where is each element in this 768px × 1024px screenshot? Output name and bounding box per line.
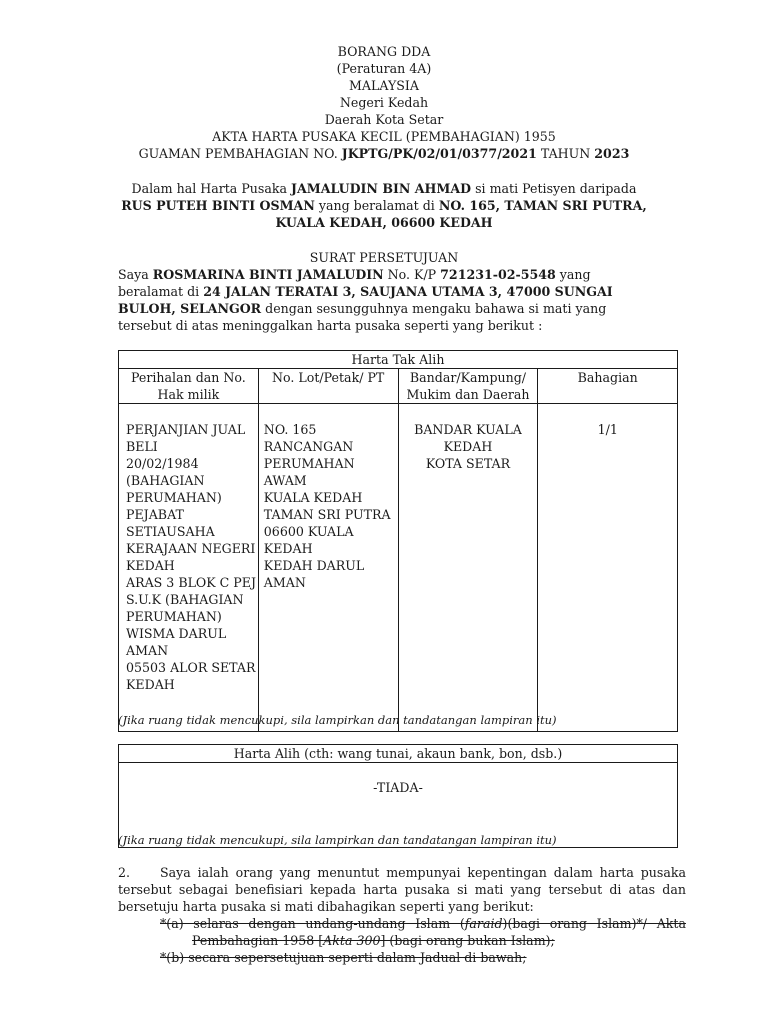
consent-title: SURAT PERSETUJUAN [309,250,459,265]
attachment-note-1: (Jika ruang tidak mencukupi, sila lampirkan dan tandatangan lampiran itu) [118,713,557,727]
country: MALAYSIA [349,78,419,93]
case-number: JKPTG/PK/02/01/0377/2021 [341,146,537,161]
consent-paragraph: Saya ROSMARINA BINTI JAMALUDIN No. K/P 721231-02-5548 yang beralamat di 24 JALAN TERATAI 3, SAUJANA UTAMA 3, 47000 SUNGAI BULOH, SELANGOR dengan sesungguhnya mengaku bahawa si mati yang tersebut di atas meninggalkan harta pusaka seperti yang berikut : [118,267,613,333]
col-header-location: Bandar/Kampung/ Mukim dan Daerah [398,369,538,404]
attachment-note-2: (Jika ruang tidak mencukupi, sila lampirkan dan tandatangan lampiran itu) [118,833,557,847]
form-header [0,43,768,162]
deceased-name: JAMALUDIN BIN AHMAD [291,181,472,196]
declarant-name: ROSMARINA BINTI JAMALUDIN [152,267,384,282]
petitioner-name: RUS PUTEH BINTI OSMAN [121,198,315,213]
form-title: BORANG DDA [337,44,431,59]
option-b: *(b) secara sepersetujuan seperti dalam Jadual di bawah; [160,950,527,965]
section-2 [118,864,686,915]
petitioner-address: NO. 165, TAMAN SRI PUTRA, KUALA KEDAH, 06600 KEDAH [275,198,647,230]
regulation-ref: (Peraturan 4A) [336,61,432,76]
declarant-address: 24 JALAN TERATAI 3, SAUJANA UTAMA 3, 47000 SUNGAI BULOH, SELANGOR [118,284,613,316]
section-2-text: Saya ialah orang yang menuntut mempunyai kepentingan dalam harta pusaka tersebut sebagai benefisiari kepada harta pusaka si mati yang tersebut di atas dan bersetuju harta pusaka si mati dibahagikan seperti yang berikut: [118,865,686,914]
section-number: 2. [118,865,131,880]
act-title: AKTA HARTA PUSAKA KECIL (PEMBAHAGIAN) 1955 [212,129,556,144]
cell-location: BANDAR KUALA KEDAH KOTA SETAR [398,404,538,732]
state: Negeri Kedah [339,95,429,110]
col-header-lot: No. Lot/Petak/ PT [258,369,398,404]
movable-table-title: Harta Alih (cth: wang tunai, akaun bank, bon, dsb.) [119,745,678,763]
movable-value: -TIADA- [119,763,678,848]
case-line: GUAMAN PEMBAHAGIAN NO. JKPTG/PK/02/01/0377/2021 TAHUN 2023 [138,146,630,161]
cell-lot: NO. 165 RANCANGAN PERUMAHAN AWAM KUALA KEDAH TAMAN SRI PUTRA 06600 KUALA KEDAH KEDAH DARUL AMAN [258,404,398,732]
ic-number: 721231-02-5548 [440,267,556,282]
option-a: *(a) selaras dengan undang-undang Islam (faraid)(bagi orang Islam)*/ Akta Pembahagian 1958 [Akta 300] (bagi orang bukan Islam); [160,916,686,948]
col-header-description: Perihalan dan No. Hak milik [119,369,259,404]
cell-share: 1/1 [538,404,678,732]
intro-paragraph: Dalam hal Harta Pusaka JAMALUDIN BIN AHMAD si mati Petisyen daripada RUS PUTEH BINTI OSMAN yang beralamat di NO. 165, TAMAN SRI PUTRA, KUALA KEDAH, 06600 KEDAH [121,181,647,230]
immovable-property-table [118,350,678,732]
col-header-share: Bahagian [538,369,678,404]
district: Daerah Kota Setar [324,112,444,127]
cell-description: PERJANJIAN JUAL BELI 20/02/1984 (BAHAGIAN PERUMAHAN) PEJABAT SETIAUSAHA KERAJAAN NEGERI KEDAH ARAS 3 BLOK C PEJ S.U.K (BAHAGIAN PERUMAHAN) WISMA DARUL AMAN 05503 ALOR SETAR KEDAH [119,404,259,732]
case-year: 2023 [594,146,630,161]
immovable-table-title: Harta Tak Alih [119,351,678,369]
